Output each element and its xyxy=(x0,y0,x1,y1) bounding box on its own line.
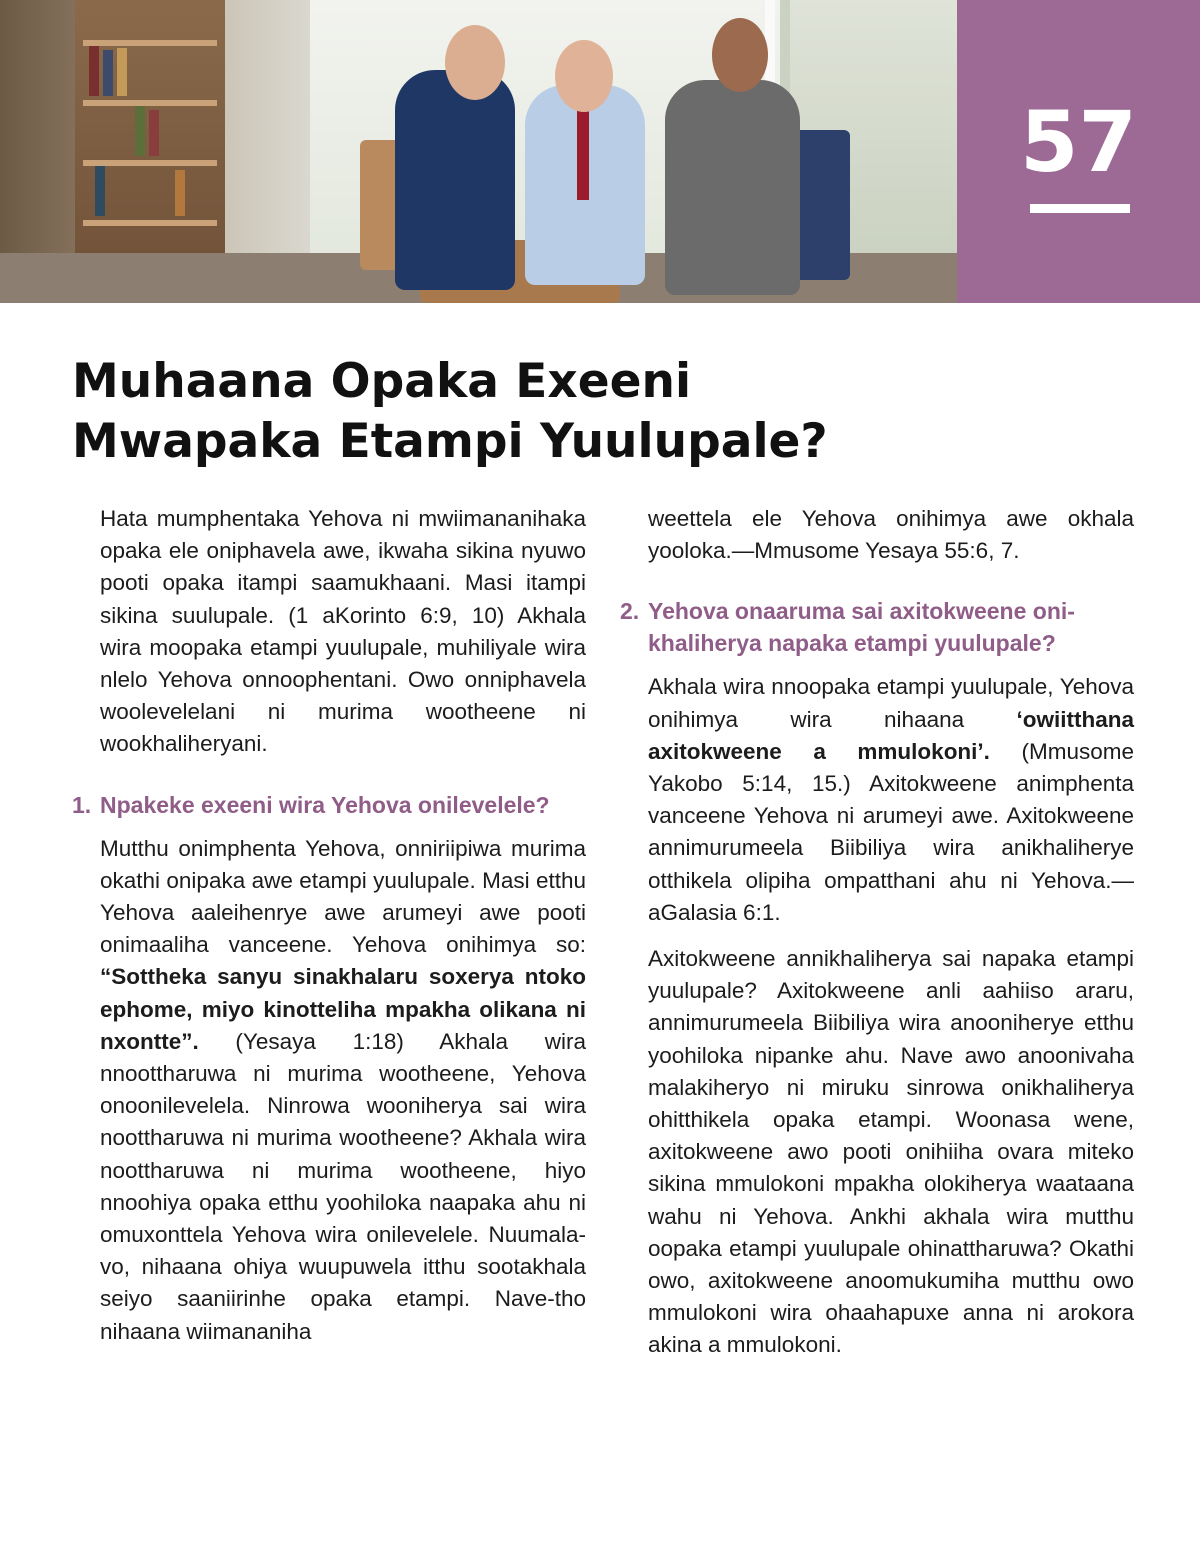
lesson-title xyxy=(72,352,972,472)
right-column xyxy=(620,503,1134,1376)
question-1-text: Npakeke exeeni wira Yehova onilevelele? xyxy=(100,791,550,818)
question-1-answer-continued: weettela ele Yehova onihimya awe okhala yooloka.—Mmusome Yesaya 55:6, 7. xyxy=(648,506,1134,564)
question-2 xyxy=(620,595,1134,659)
lesson-number-box xyxy=(957,0,1200,303)
lesson-number-underline xyxy=(1030,204,1130,213)
question-1-answer: Mutthu onimphenta Yehova, onniriipiwa murima okathi onipaka awe etampi yuulupale. Masi etthu Yehova aaleihenrye awe arumeyi awe pooti onimaaliha vanceene. Yehova onihimya so: “Sottheka sanyu sinakhalaru soxerya ntoko ephome, miyo kinotteliha mpakha olikana ni nxontte”. (Yesaya 1:18) Akhala wira nnoottharuwa ni murima wootheene, Yehova onoonilevelela. Ninrowa wooniherya sai wira noottharuwa ni murima wootheene? Akhala wira noottharuwa ni murima wootheene, hiyo nnoohiya opaka etthu yoohiloka naapaka ahu ni omuxonttela Yehova wira onilevelele. Nuumala-vo, nihaana ohiya wuupuwela itthu sootakhala seiyo saaniirinhe opaka etampi. Nave-tho nihaana wiimananiha xyxy=(100,835,586,1344)
scripture-quote: “Sottheka sanyu sinakhalaru soxerya ntoko ephome, miyo kinotteliha mpakha olikana ni nxontte”. xyxy=(100,964,586,1054)
intro-paragraph: Hata mumphentaka Yehova ni mwiimananihaka opaka ele oniphavela awe, ikwaha sikina nyuwo pooti opaka itampi saamukhaani. Masi itampi sikina suulupale. (1 aKorinto 6:9, 10) Akhala wira moopaka etampi yuulupale, muhiliyale wira nlelo Yehova onnoophentani. Owo onniphavela woolevelelani ni murima wootheene ni wookhaliheryani. xyxy=(100,506,586,757)
title-line-1: Muhaana Opaka Exeeni xyxy=(72,354,692,409)
question-2-answer: Akhala wira nnoopaka etampi yuulupale, Yehova onihimya wira nihaana ‘owiitthana axitokweene a mmulokoni’. (Mmusome Yakobo 5:14, 15.) Axitokweene animphenta vanceene Yehova ni arumeyi awe. Axitokweene annimurumeela Biibiliya wira anikhaliherye otthikela olipiha ompatthani ahu ni Yehova.—aGalasia 6:1. xyxy=(648,674,1134,925)
question-1 xyxy=(72,789,586,821)
person-left xyxy=(395,70,515,290)
question-2-text: Yehova onaaruma sai axitokweene onikhaliherya napaka etampi yuulupale? xyxy=(648,598,1075,657)
left-column xyxy=(72,503,586,1362)
header-photo xyxy=(0,0,957,303)
title-line-2: Mwapaka Etampi Yuulupale? xyxy=(72,414,828,469)
question-2-answer-2: Axitokweene annikhaliherya sai napaka etampi yuulupale? Axitokweene anli aahiiso araru, annimurumeela Biibiliya wira anooniherye etthu yoohiloka nipanke ahu. Nave awo anoonivaha malakiheryo ni miruku sinrowa onikhaliherya ohitthikela opaka etampi. Woonasa wene, axitokweene awo pooti onihiiha ovara miteko sikina mmulokoni mpakha olokiherya waataana wahu ni Yehova. Ankhi akhala wira mutthu oopaka etampi yuulupale ohinattharuwa? Okathi owo, axitokweene anoomukumiha mutthu owo mmulokoni wira ohaahapuxe anna ni arokora akina a mmulokoni. xyxy=(648,946,1134,1358)
question-1-number: 1. xyxy=(72,791,92,818)
lesson-number: 57 xyxy=(1020,93,1137,191)
scripture-quote-2: ‘owiitthana axitokweene a mmulokoni’. xyxy=(648,706,1134,764)
person-right xyxy=(665,80,800,295)
question-2-number: 2. xyxy=(620,598,640,625)
